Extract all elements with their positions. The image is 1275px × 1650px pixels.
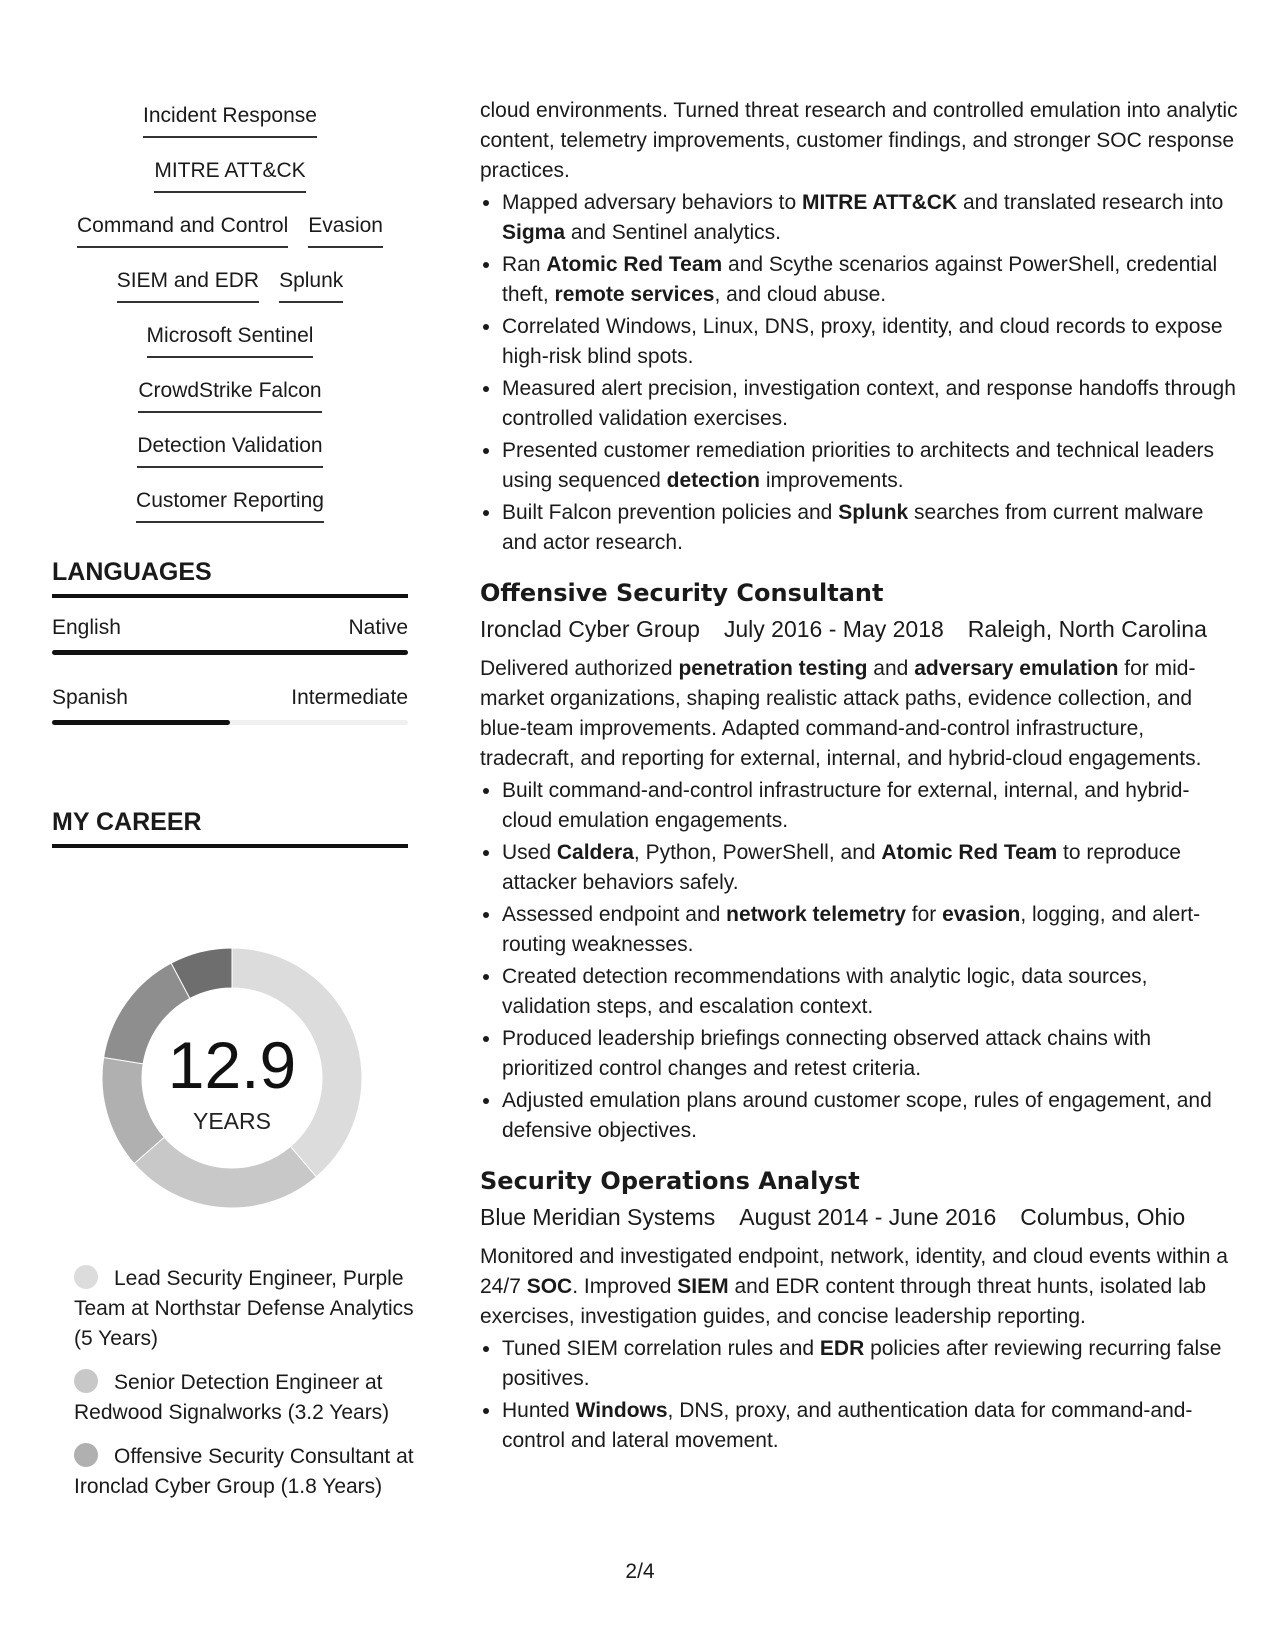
skill-tag: Microsoft Sentinel <box>147 322 314 358</box>
job-entry <box>480 1164 1238 1456</box>
legend-item <box>74 1264 414 1354</box>
language-bar-spanish <box>52 720 408 725</box>
language-row-spanish <box>52 686 408 710</box>
skill-row <box>52 377 408 432</box>
career-donut-chart <box>94 940 370 1216</box>
languages-heading: LANGUAGES <box>52 556 408 598</box>
bullet-item: • Hunted Windows, DNS, proxy, and authentication data for command-and-control and lateral movement. <box>502 1396 1238 1456</box>
legend-label: Senior Detection Engineer at Redwood Signalworks (3.2 Years) <box>74 1371 390 1424</box>
bullet-item: • Mapped adversary behaviors to MITRE ATT&CK and translated research into Sigma and Sentinel analytics. <box>502 188 1238 248</box>
job-meta <box>480 614 1238 644</box>
job-dates: July 2016 - May 2018 <box>723 616 944 642</box>
skill-row <box>52 102 408 157</box>
bullet-item: • Correlated Windows, Linux, DNS, proxy, identity, and cloud records to expose high-risk blind spots. <box>502 312 1238 372</box>
skill-row <box>52 267 408 322</box>
legend-dot <box>74 1443 98 1467</box>
skill-tag: SIEM and EDR <box>117 267 259 303</box>
skills-list <box>52 102 408 542</box>
intro-bullets <box>480 188 1238 558</box>
job-dates: August 2014 - June 2016 <box>739 1204 997 1230</box>
skill-tag: CrowdStrike Falcon <box>138 377 321 413</box>
job-summary: Monitored and investigated endpoint, network, identity, and cloud events within a 24/7 SOC. Improved SIEM and EDR content through threat hunts, isolated lab exercises, investigation guides, and concise leadership reporting. <box>480 1245 1228 1328</box>
job-company: Blue Meridian Systems <box>480 1204 716 1230</box>
bullet-item: • Built Falcon prevention policies and Splunk searches from current malware and actor research. <box>502 498 1238 558</box>
language-bar-fill <box>52 650 408 655</box>
legend-dot <box>74 1369 98 1393</box>
skill-tag: Customer Reporting <box>136 487 324 523</box>
skill-tag: Incident Response <box>143 102 317 138</box>
language-level: Intermediate <box>291 686 408 709</box>
skill-row <box>52 157 408 212</box>
language-row-english <box>52 616 408 640</box>
bullet-item: • Created detection recommendations with analytic logic, data sources, validation steps, and escalation context. <box>502 962 1238 1022</box>
legend-label: Lead Security Engineer, Purple Team at Northstar Defense Analytics (5 Years) <box>74 1267 414 1350</box>
language-bar-english <box>52 650 408 655</box>
job-summary: Delivered authorized penetration testing and adversary emulation for mid-market organizations, shaping realistic attack paths, evidence collection, and blue-team improvements. Adapted command-and-control infrastructure, tradecraft, and reporting for external, internal, and hybrid-cloud engagements. <box>480 657 1202 770</box>
bullet-item: • Produced leadership briefings connecting observed attack chains with prioritized control changes and retest criteria. <box>502 1024 1238 1084</box>
job-list <box>480 576 1238 1456</box>
bullet-item: • Built command-and-control infrastructure for external, internal, and hybrid-cloud emulation engagements. <box>502 776 1238 836</box>
job-company: Ironclad Cyber Group <box>480 616 700 642</box>
skill-row <box>52 432 408 487</box>
skill-row <box>52 212 408 267</box>
language-level: Native <box>348 616 408 639</box>
job-location: Columbus, Ohio <box>1020 1204 1186 1230</box>
legend-item <box>74 1442 414 1502</box>
bullet-item: • Used Caldera, Python, PowerShell, and Atomic Red Team to reproduce attacker behaviors safely. <box>502 838 1238 898</box>
right-column <box>480 96 1238 1458</box>
job-bullets <box>480 776 1238 1146</box>
bullet-item: • Tuned SIEM correlation rules and EDR policies after reviewing recurring false positives. <box>502 1334 1238 1394</box>
legend-dot <box>74 1265 98 1289</box>
legend-label: Offensive Security Consultant at Ironclad Cyber Group (1.8 Years) <box>74 1445 414 1498</box>
job-title: Security Operations Analyst <box>480 1167 860 1195</box>
donut-segment <box>134 1137 316 1208</box>
skill-tag: Splunk <box>279 267 343 303</box>
skill-tag: Detection Validation <box>137 432 322 468</box>
language-bar-fill <box>52 720 230 725</box>
bullet-item: • Measured alert precision, investigation context, and response handoffs through controlled validation exercises. <box>502 374 1238 434</box>
career-legend <box>74 1264 414 1516</box>
language-name: English <box>52 616 121 639</box>
skill-row <box>52 487 408 542</box>
legend-item <box>74 1368 414 1428</box>
job-location: Raleigh, North Carolina <box>967 616 1207 642</box>
skill-row <box>52 322 408 377</box>
skill-tag: MITRE ATT&CK <box>154 157 305 193</box>
page-number: 2/4 <box>625 1560 655 1583</box>
job-meta <box>480 1202 1238 1232</box>
language-name: Spanish <box>52 686 128 709</box>
job-entry <box>480 576 1238 1146</box>
bullet-item: • Assessed endpoint and network telemetry for evasion, logging, and alert-routing weaknesses. <box>502 900 1238 960</box>
career-total-value: 12.9 <box>167 1028 297 1102</box>
bullet-item: • Adjusted emulation plans around customer scope, rules of engagement, and defensive objectives. <box>502 1086 1238 1146</box>
skill-tag: Command and Control <box>77 212 288 248</box>
job-title: Offensive Security Consultant <box>480 579 884 607</box>
bullet-item: • Presented customer remediation priorities to architects and technical leaders using sequenced detection improvements. <box>502 436 1238 496</box>
bullet-item: • Ran Atomic Red Team and Scythe scenarios against PowerShell, credential theft, remote services, and cloud abuse. <box>502 250 1238 310</box>
career-heading: MY CAREER <box>52 806 408 848</box>
career-total-unit: YEARS <box>193 1108 271 1134</box>
skill-tag: Evasion <box>308 212 383 248</box>
job-bullets <box>480 1334 1238 1456</box>
intro-summary: cloud environments. Turned threat research and controlled emulation into analytic content, telemetry improvements, customer findings, and stronger SOC response practices. <box>480 99 1238 182</box>
